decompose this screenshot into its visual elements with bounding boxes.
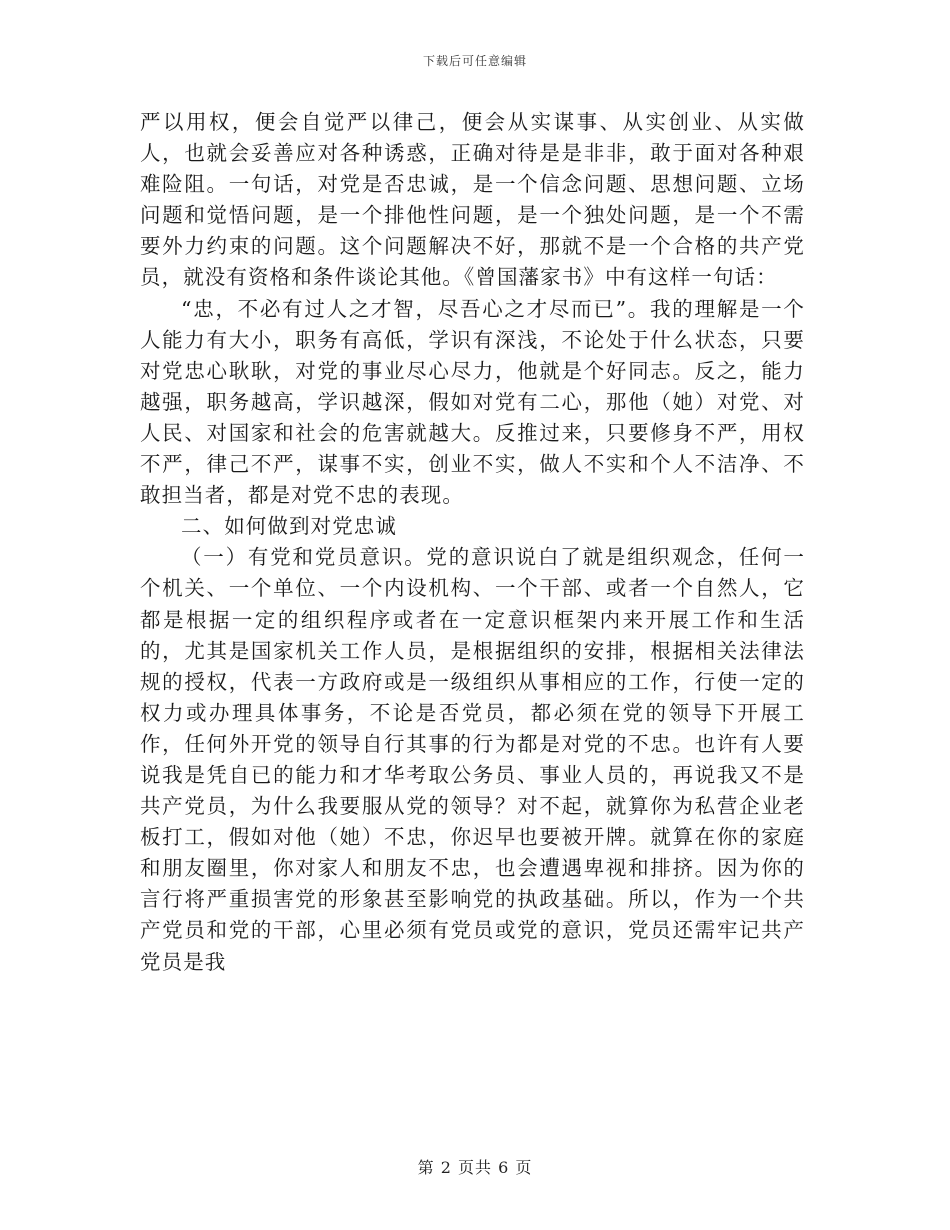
page-header: 下载后可任意编辑 — [422, 54, 527, 68]
body-paragraph-quote: “忠，不必有过人之才智，尽吾心之才尽而已”。我的理解是一个人能力有大小，职务有高低，学识有深浅，不论处于什么状态，只要对党忠心耿耿，对党的事业尽心尽力，他就是个好同志。反之，能力越强，职务越高，学识越深，假如对党有二心，那他（她）对党、对人民、对国家和社会的危害就越大。反推过来，只要修身不严，用权不严，律己不严，谋事不实，创业不实，做人不实和个人不洁净、不敢担当者，都是对党不忠的表现。 — [140, 296, 805, 508]
body-paragraph-continued: 严以用权，便会自觉严以律己，便会从实谋事、从实创业、从实做人，也就会妥善应对各种诱惑，正确对待是是非非，敢于面对各种艰难险阻。一句话，对党是否忠诚，是一个信念问题、思想问题、立场问题和觉悟问题，是一个排他性问题，是一个独处问题，是一个不需要外力约束的问题。这个问题解决不好，那就不是一个合格的共产党员，就没有资格和条件谈论其他。《曾国藩家书》中有这样一句话： — [140, 110, 805, 290]
page-number-footer: 第 2 页共 6 页 — [417, 1158, 533, 1177]
document-body — [140, 107, 805, 978]
body-paragraph-party-awareness: （一）有党和党员意识。党的意识说白了就是组织观念，任何一个机关、一个单位、一个内设机构、一个干部、或者一个自然人，它都是根据一定的组织程序或者在一定意识框架内来开展工作和生活的，尤其是国家机关工作人员，是根据组织的安排，根据相关法律法规的授权，代表一方政府或是一级组织从事相应的工作，行使一定的权力或办理具体事务，不论是否党员，都必须在党的领导下开展工作，任何外开党的领导自行其事的行为都是对党的不忠。也许有人要说我是凭自已的能力和才华考取公务员、事业人员的，再说我又不是共产党员，为什么我要服从党的领导？对不起，就算你为私营企业老板打工，假如对他（她）不忠，你迟早也要被开牌。就算在你的家庭和朋友圈里，你对家人和朋友不忠，也会遭遇卑视和排挤。因为你的言行将严重损害党的形象甚至影响党的执政基础。所以，作为一个共产党员和党的干部，心里必须有党员或党的意识，党员还需牢记共产党员是我 — [140, 545, 805, 974]
section-heading: 二、如何做到对党忠诚 — [181, 514, 397, 539]
